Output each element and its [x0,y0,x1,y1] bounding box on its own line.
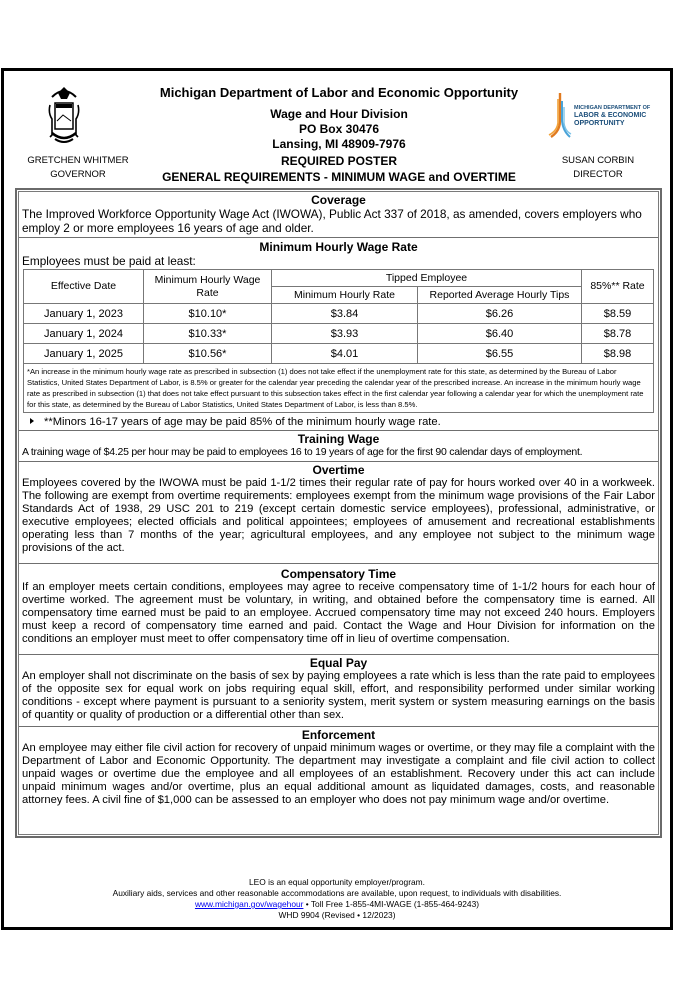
cell-rate: $10.33* [144,324,272,344]
col-tipped-employee: Tipped Employee [272,270,582,287]
michigan-state-seal-icon [46,83,82,147]
governor-block [8,154,148,182]
minimum-wage-title: Minimum Hourly Wage Rate [259,240,418,254]
leo-logo-text: MICHIGAN DEPARTMENT OF LABOR & ECONOMIC OPPORTUNITY [574,105,651,127]
training-wage-text: A training wage of $4.25 per hour may be paid to employees 16 to 19 years of age for the first 90 calendar days of employment. [22,446,583,458]
cell-tipped-min: $4.01 [272,344,418,364]
header-center [139,85,539,184]
enforcement-text: An employee may either file civil action for recovery of unpaid minimum wages or overtime, or they may file a complaint with the Department of Labor and Economic Opportunity. The department may investigate a complaint and file civil action to collect unpaid wages or overtime due the employee and all employees of an establishment. Recovery under this act can include unpaid minimum wages and/or overtime, plus an equal additional amount as liquidated damages, costs, and reasonable attorney fees. A civil fine of $1,000 can be assessed to an employer who does not pay minimum wage and/or overtime. [22,742,655,806]
contact-line [4,899,670,910]
compensatory-time-text: If an employer meets certain conditions, employees may agree to receive compensatory time of 1-1/2 hours for each hour of overtime worked. The agreement must be voluntary, in writing, and obtained before the compensatory time is earned. All compensatory time earned must be paid to an employee. Accrued compensatory time may not exceed 240 hours. Employers must keep a record of compensatory time earned and paid. Contact the Wage and Hour Division for information on the conditions an employer must meet to offer compensatory time off in lieu of overtime compensation. [22,581,655,645]
director-block [528,154,668,182]
wage-footnote: *An increase in the minimum hourly wage rate as prescribed in subsection (1) does not take effect if the unemployment rate for this state, as determined by the Bureau of Labor Statistics, United States Department of Labor, is 8.5% or greater for the calendar year preceding the calendar year of the prescribed increase. An increase in the minimum hourly wage rate as prescribed in subsection (1) that does not take effect pursuant to this subsection takes effect in the first calendar year following a calendar year for which the unemployment rate for this state, as determined by the Bureau of Labor Statistics, United States Department of Labor, is less than 8.5%. [23,364,654,413]
col-85-rate: 85%** Rate [582,270,654,304]
minors-note-text: **Minors 16-17 years of age may be paid 85% of the minimum hourly wage rate. [44,416,441,428]
po-box: PO Box 30476 [298,122,380,136]
department-name: Michigan Department of Labor and Economic Opportunity [159,85,519,100]
eeo-statement: LEO is an equal opportunity employer/program. [249,877,425,887]
cell-date: January 1, 2025 [24,344,144,364]
governor-name: GRETCHEN WHITMER [27,155,129,166]
overtime-title: Overtime [312,463,365,477]
cell-rate85: $8.78 [582,324,654,344]
equal-pay-section [19,655,658,727]
cell-rate: $10.56* [144,344,272,364]
coverage-text: The Improved Workforce Opportunity Wage Act (IWOWA), Public Act 337 of 2018, as amended, covers employers who employ 2 or more employees 16 years of age and older. [22,207,642,235]
cell-tips: $6.26 [418,304,582,324]
col-effective-date: Effective Date [24,270,144,304]
accommodations-statement: Auxiliary aids, services and other reasonable accommodations are available, upon request, to individuals with disabilities. [112,888,562,898]
director-name: SUSAN CORBIN [561,155,635,166]
minors-note [22,413,655,430]
cell-tipped-min: $3.84 [272,304,418,324]
table-row [24,324,654,344]
cell-rate: $10.10* [144,304,272,324]
col-minimum-rate: Minimum Hourly Wage Rate [144,270,272,304]
poster-frame [1,68,673,930]
cell-tips: $6.55 [418,344,582,364]
equal-pay-title: Equal Pay [309,656,368,670]
cell-tipped-min: $3.93 [272,324,418,344]
enforcement-title: Enforcement [301,728,376,742]
compensatory-time-title: Compensatory Time [280,567,397,581]
training-wage-title: Training Wage [297,432,380,446]
toll-free-number: • Toll Free 1-855-4MI-WAGE (1-855-464-9243) [303,899,480,909]
training-wage-section [19,431,658,462]
minimum-wage-section [19,238,658,431]
leo-logo [548,91,658,139]
cell-tips: $6.40 [418,324,582,344]
compensatory-time-section [19,564,658,655]
leo-logo-mark-icon [548,91,572,139]
table-row [24,304,654,324]
coverage-title: Coverage [311,193,366,207]
minimum-wage-table [23,269,654,364]
poster-label: REQUIRED POSTER [280,154,397,168]
cell-rate85: $8.59 [582,304,654,324]
poster-header [4,71,670,189]
col-tipped-minimum: Minimum Hourly Rate [272,287,418,304]
governor-title: GOVERNOR [50,169,106,180]
requirements-box [15,188,662,838]
col-tipped-tips: Reported Average Hourly Tips [418,287,582,304]
wagehour-link[interactable]: www.michigan.gov/wagehour [194,899,304,909]
cell-date: January 1, 2024 [24,324,144,344]
table-row [24,344,654,364]
city-address: Lansing, MI 48909-7976 [272,137,406,151]
division-name: Wage and Hour Division [270,107,408,121]
overtime-section [19,462,658,564]
enforcement-section [19,727,658,809]
form-revision: WHD 9904 (Revised • 12/2023) [278,910,396,920]
equal-pay-text: An employer shall not discriminate on the basis of sex by paying employees a rate which is less than the rate paid to employees of the opposite sex for equal work on jobs requiring equal skill, effort, and responsibility performed under similar working conditions - except where payment is pursuant to a seniority system, merit system or system measuring earnings on the basis of quantity or quality of production or a differential other than sex. [22,670,655,721]
overtime-text: Employees covered by the IWOWA must be paid 1-1/2 times their regular rate of pay for hours worked over 40 in a workweek. The following are exempt from overtime requirements: employees exempt from the minimum wage provisions of the Fair Labor Standards Act of 1938, 29 USC 201 to 219 (except certain domestic service employees), professional, administrative, or executive employees; elected officials and political appointees; employees of amusement and recreational establishments operating less than 7 months of the year; agricultural employees, and any employee not subject to the minimum wage provisions of the act. [22,477,655,554]
cell-date: January 1, 2023 [24,304,144,324]
minimum-wage-intro: Employees must be paid at least: [22,254,196,268]
cell-rate85: $8.98 [582,344,654,364]
poster-footer [4,877,670,921]
poster-title: GENERAL REQUIREMENTS - MINIMUM WAGE and OVERTIME [162,170,516,184]
director-title: DIRECTOR [573,169,623,180]
coverage-section [19,192,658,238]
bullet-triangle-icon [30,418,34,424]
